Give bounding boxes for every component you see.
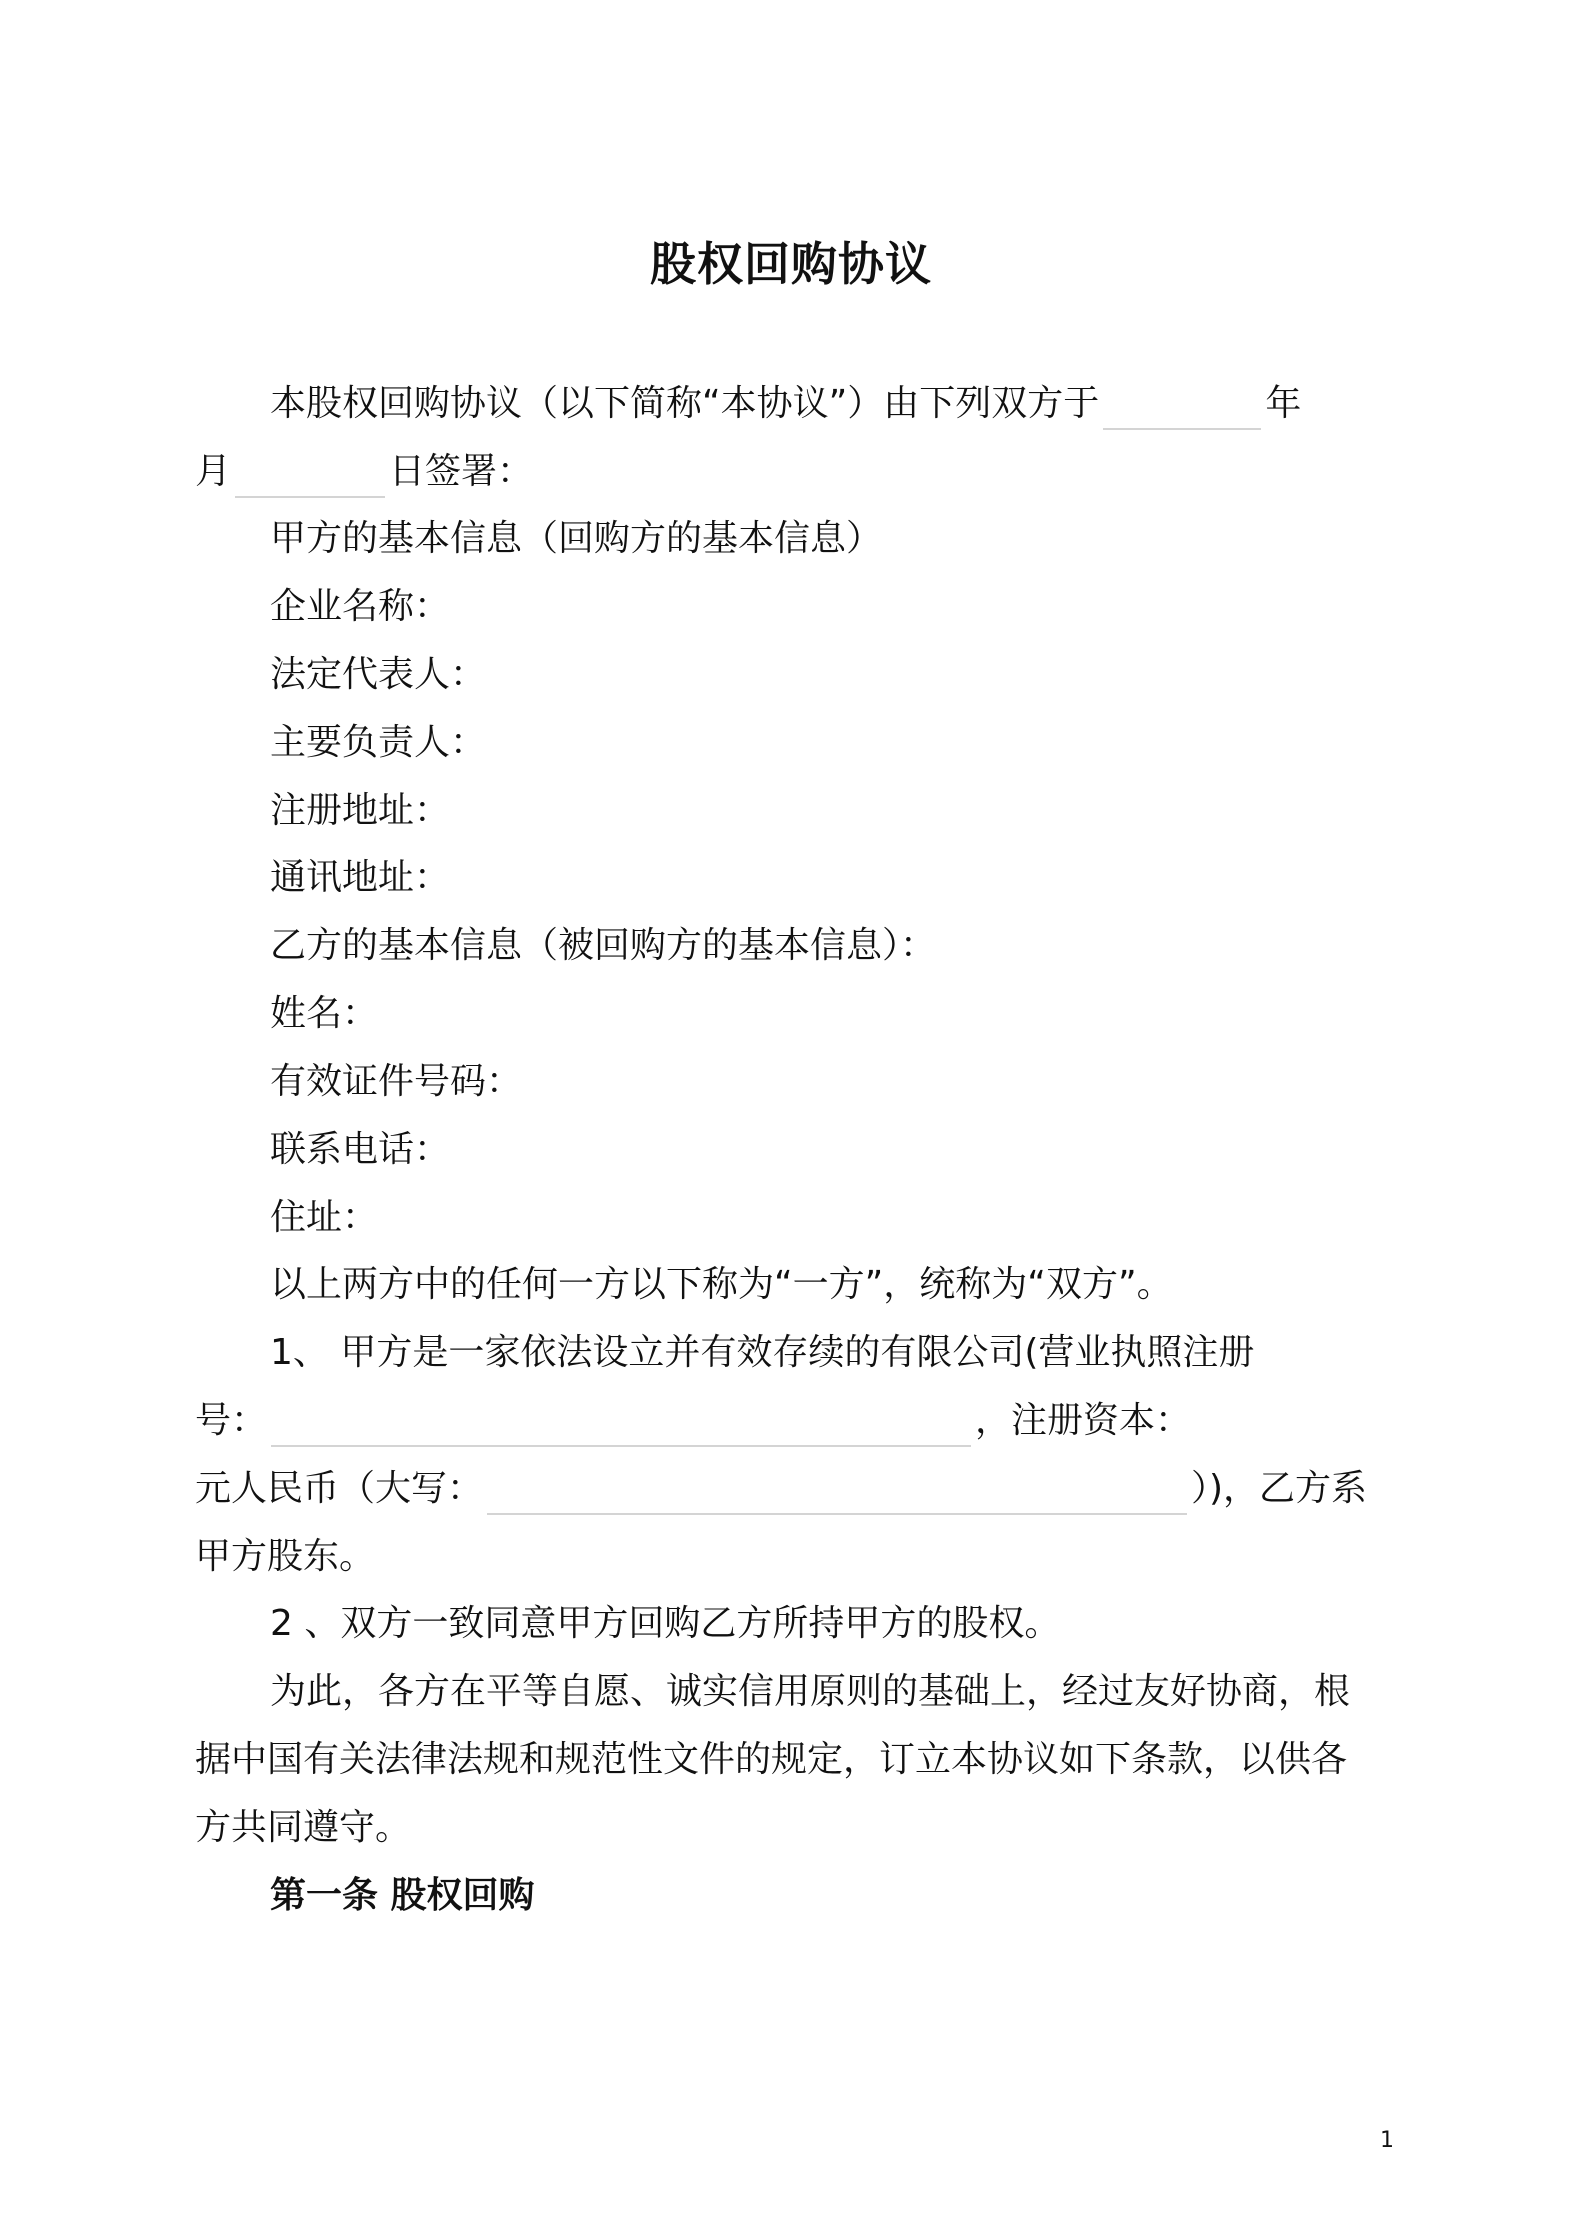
page-number: 1 (1380, 2128, 1394, 2153)
party-b-heading: 乙方的基本信息（被回购方的基本信息）： (270, 925, 937, 966)
clause-1-line-3 (195, 1463, 1367, 1515)
month-label: 月 (195, 451, 232, 492)
article-1-heading: 第一条 股权回购 (270, 1875, 535, 1916)
party-a-heading: 甲方的基本信息（回购方的基本信息） (270, 518, 883, 559)
party-a-mail-address-label: 通讯地址： (270, 857, 451, 898)
party-a-principal-label: 主要负责人： (270, 722, 487, 763)
signing-year-blank[interactable] (1103, 382, 1261, 430)
party-b-id-number-label: 有效证件号码： (270, 1061, 523, 1102)
clause-2: 2 、双方一致同意甲方回购乙方所持甲方的股权。 (270, 1603, 1061, 1644)
capital-label: ，注册资本： (975, 1400, 1192, 1441)
party-b-address-label: 住址： (270, 1197, 379, 1238)
clause-1-line-2 (195, 1395, 1191, 1447)
clause-1-line-1: 1、 甲方是一家依法设立并有效存续的有限公司(营业执照注册 (270, 1332, 1255, 1373)
day-label: 日签署： (389, 451, 534, 492)
collective-definition: 以上两方中的任何一方以下称为“一方”，统称为“双方”。 (270, 1264, 1173, 1305)
preamble-line-1: 为此，各方在平等自愿、诚实信用原则的基础上，经过友好协商，根 (270, 1671, 1351, 1712)
intro-text: 本股权回购协议（以下简称“本协议”）由下列双方于 (270, 383, 1100, 424)
party-a-reg-address-label: 注册地址： (270, 790, 451, 831)
preamble-line-3: 方共同遵守。 (195, 1807, 412, 1848)
reg-no-label: 号： (195, 1400, 268, 1441)
clause-1-close-text: ）)，乙方系 (1191, 1468, 1368, 1509)
document-title: 股权回购协议 (650, 237, 932, 291)
party-a-company-name-label: 企业名称： (270, 586, 451, 627)
rmb-label: 元人民币（大写： (195, 1468, 484, 1509)
clause-1-line-4: 甲方股东。 (195, 1536, 376, 1577)
party-b-name-label: 姓名： (270, 993, 379, 1034)
intro-line-1 (270, 378, 1301, 430)
party-a-legal-rep-label: 法定代表人： (270, 654, 487, 695)
signing-day-blank[interactable] (235, 450, 385, 498)
intro-line-2 (195, 446, 533, 498)
party-b-phone-label: 联系电话： (270, 1129, 451, 1170)
capital-in-words-blank[interactable] (487, 1467, 1187, 1515)
reg-no-blank[interactable] (271, 1399, 971, 1447)
preamble-line-2: 据中国有关法律法规和规范性文件的规定，订立本协议如下条款，以供各 (195, 1739, 1348, 1780)
year-label: 年 (1265, 383, 1302, 424)
